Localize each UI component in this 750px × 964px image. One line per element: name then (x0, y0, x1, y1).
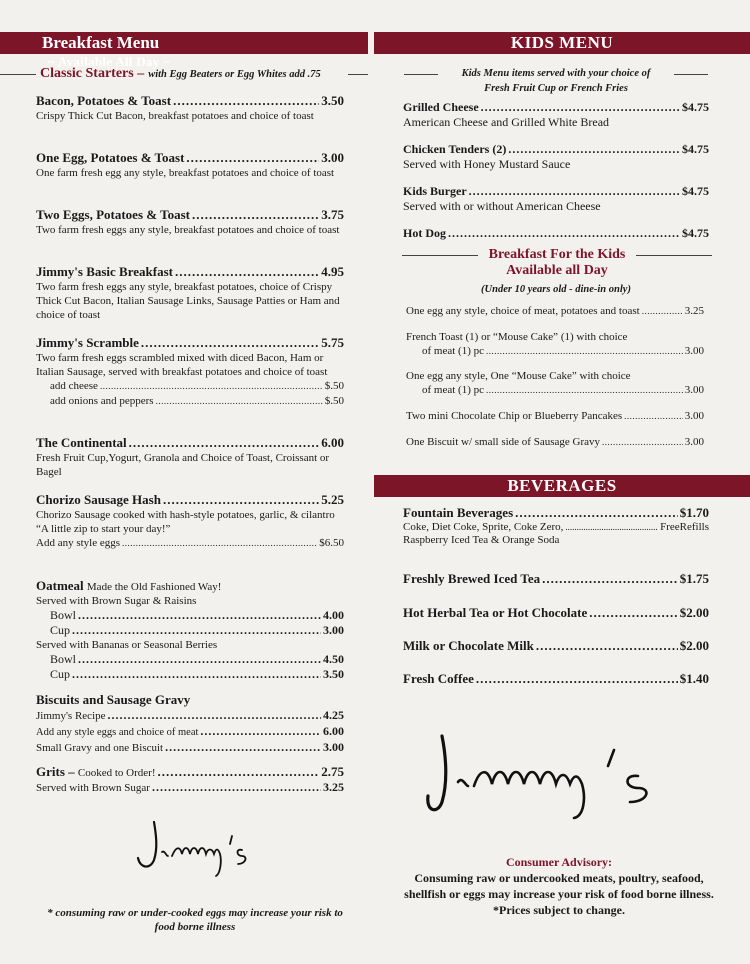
kids-menu-header: KIDS MENU (374, 32, 750, 54)
item-text-cont: of meat (1) pc (422, 345, 484, 357)
kids-note-line2: Fresh Fruit Cup or French Fries (484, 83, 628, 94)
menu-item-biscuits (36, 692, 344, 756)
beverage-item (403, 638, 709, 654)
item-description: American Cheese and Grilled White Bread (403, 115, 610, 129)
item-price: 3.75 (321, 207, 344, 222)
item-price: $1.40 (679, 671, 709, 686)
leader-dots (157, 764, 319, 780)
item-name: Milk or Chocolate Milk (403, 638, 534, 653)
item-name: Two Eggs, Potatoes & Toast (36, 207, 190, 222)
item-description: Crispy Thick Cut Bacon, breakfast potatoes and choice of toast (36, 110, 314, 122)
leader-dots (536, 638, 678, 654)
kids-breakfast-note: (Under 10 years old - dine-in only) (481, 284, 631, 295)
kids-item (403, 142, 709, 172)
jimmys-signature-logo (424, 722, 694, 827)
item-price: $4.75 (682, 100, 709, 114)
divider (404, 74, 438, 75)
leader-dots (141, 335, 319, 351)
divider (674, 74, 708, 75)
leader-dots (481, 100, 680, 115)
kids-breakfast-item (406, 409, 704, 423)
item-description: Two farm fresh eggs any style, breakfast potatoes, choice of Crispy Thick Cut Bacon, Italian Sausage Links, Sausage Patties or Ham and choice of toast (36, 281, 340, 321)
option-row (36, 740, 344, 756)
item-text: French Toast (1) or “Mouse Cake” (1) with choice (406, 331, 628, 343)
kids-breakfast-heading (480, 247, 634, 279)
leader-dots (175, 264, 319, 280)
item-price: $2.00 (679, 605, 709, 620)
item-description: Chorizo Sausage cooked with hash-style potatoes, garlic, & cilantro (36, 509, 335, 521)
item-description: Fresh Fruit Cup,Yogurt, Granola and Choice of Toast, Croissant or Bagel (36, 452, 330, 478)
leader-dots (515, 505, 678, 521)
prices-subject-note: *Prices subject to change. (493, 903, 625, 917)
option-price: 4.25 (323, 708, 344, 722)
leader-dots (108, 708, 321, 723)
leader-dots (72, 623, 321, 638)
kids-breakfast-item (406, 369, 704, 397)
size-row (36, 608, 344, 623)
item-text: One egg any style, choice of meat, potatoes and toast (406, 305, 640, 317)
leader-dots (156, 394, 323, 409)
item-price: 5.75 (321, 335, 344, 350)
item-price: 3.00 (321, 150, 344, 165)
item-price: 3.25 (684, 305, 704, 317)
item-description: One farm fresh egg any style, breakfast potatoes and choice of toast (36, 167, 335, 179)
item-description: Served with Honey Mustard Sauce (403, 157, 571, 171)
addon-price: $.50 (324, 395, 344, 407)
leader-dots (476, 671, 678, 687)
size-row (36, 623, 344, 638)
advisory-heading: Consumer Advisory: (505, 855, 613, 869)
item-name: Fresh Coffee (403, 671, 474, 686)
item-name: Hot Herbal Tea or Hot Chocolate (403, 605, 588, 620)
leader-dots (589, 605, 677, 621)
item-price: 3.00 (684, 384, 704, 396)
menu-item-oatmeal (36, 578, 344, 682)
addon-name: Add any style eggs (36, 537, 121, 549)
leader-dots (508, 142, 680, 157)
item-name: Biscuits and Sausage Gravy (36, 692, 191, 707)
leader-dots (448, 226, 680, 241)
size-name: Bowl (50, 608, 77, 622)
item-name: Chicken Tenders (2) (403, 142, 507, 156)
beverage-item (403, 505, 709, 547)
leader-dots (200, 724, 321, 739)
beverage-item (403, 605, 709, 621)
menu-item-grits (36, 764, 344, 796)
menu-item (36, 93, 344, 123)
item-price: 3.00 (684, 436, 704, 448)
leader-dots (469, 184, 680, 199)
leader-dots (163, 492, 319, 508)
leader-dots (186, 150, 319, 166)
divider (636, 255, 712, 256)
advisory-body: Consuming raw or undercooked meats, poultry, seafood, shellfish or eggs may increase your risk of food borne illness. (404, 871, 714, 901)
classic-starters-note: with Egg Beaters or Egg Whites add .75 (148, 69, 321, 80)
item-name: The Continental (36, 435, 127, 450)
item-text: One egg any style, One “Mouse Cake” with choice (406, 370, 631, 382)
kids-menu-note (440, 66, 672, 96)
size-price: 3.50 (323, 667, 344, 681)
size-name: Cup (50, 667, 71, 681)
item-price: 3.00 (684, 345, 704, 357)
divider (402, 255, 478, 256)
breakfast-menu-subtitle: ~ Available All Day ~ (48, 54, 171, 69)
item-name (36, 578, 221, 594)
option-price: 6.00 (323, 724, 344, 738)
kids-breakfast-item (406, 435, 704, 449)
menu-item (36, 207, 344, 237)
item-name: Hot Dog (403, 226, 446, 240)
menu-item (36, 492, 344, 551)
size-row (36, 652, 344, 667)
item-tag: Made the Old Fashioned Way! (86, 581, 222, 593)
item-description: Coke, Diet Coke, Sprite, Coke Zero, (403, 521, 564, 533)
breakfast-menu-header (0, 32, 368, 69)
item-price: 4.95 (321, 264, 344, 279)
leader-dots (486, 344, 683, 358)
leader-dots (152, 780, 321, 795)
item-price: $1.75 (679, 571, 709, 586)
leader-dots (129, 435, 320, 451)
menu-item (36, 264, 344, 322)
size-price: 4.00 (323, 608, 344, 622)
leader-dots (602, 435, 683, 449)
consumer-advisory (404, 854, 714, 918)
item-name: Fountain Beverages (403, 505, 514, 520)
leader-dots (122, 536, 317, 551)
leader-dots (565, 522, 658, 532)
leader-dots (486, 383, 683, 397)
divider (0, 74, 36, 75)
item-price: $4.75 (682, 184, 709, 198)
item-text: Two mini Chocolate Chip or Blueberry Pancakes (406, 410, 623, 422)
option-row (36, 708, 344, 724)
item-name (36, 764, 155, 780)
size-row (36, 667, 344, 682)
size-price: 4.50 (323, 652, 344, 666)
item-price: $4.75 (682, 226, 709, 240)
item-description: Two farm fresh eggs scrambled mixed with diced Bacon, Ham or Italian Sausage, served with breakfast potatoes and choice of toast (36, 352, 328, 378)
leader-dots (78, 652, 321, 667)
group-label: Served with Bananas or Seasonal Berries (36, 639, 218, 651)
kids-breakfast-item (406, 330, 704, 358)
refill-row (403, 521, 709, 533)
item-name: Jimmy's Basic Breakfast (36, 264, 173, 279)
leader-dots (78, 608, 321, 623)
beverages-header: BEVERAGES (374, 475, 750, 497)
addon-name: add cheese (50, 380, 98, 392)
item-text: One Biscuit w/ small side of Sausage Gravy (406, 436, 600, 448)
size-price: 3.00 (323, 623, 344, 637)
addon-price: $.50 (324, 380, 344, 392)
breakfast-menu-title: Breakfast Menu (42, 33, 160, 52)
size-name: Cup (50, 623, 71, 637)
item-name-text: Grits – (36, 764, 75, 779)
item-name: Bacon, Potatoes & Toast (36, 93, 172, 108)
item-description: Raspberry Iced Tea & Orange Soda (403, 534, 560, 546)
size-name: Bowl (50, 652, 77, 666)
beverage-item (403, 571, 709, 587)
leader-dots (192, 207, 319, 223)
leader-dots (642, 304, 683, 318)
item-name: Jimmy's Scramble (36, 335, 139, 350)
addon-price: $6.50 (319, 537, 344, 549)
option-name: Served with Brown Sugar (36, 782, 150, 794)
item-name: Freshly Brewed Iced Tea (403, 571, 541, 586)
item-description: Served with or without American Cheese (403, 199, 601, 213)
menu-item (36, 435, 344, 479)
item-name: Kids Burger (403, 184, 467, 198)
leader-dots (173, 93, 319, 109)
option-name: Small Gravy and one Biscuit (36, 742, 164, 754)
item-price: 6.00 (321, 435, 344, 450)
jimmys-signature-logo (132, 812, 272, 887)
kids-breakfast-subtitle: Available all Day (506, 263, 608, 278)
leader-dots (624, 409, 683, 423)
item-price: 2.75 (321, 764, 344, 779)
item-price: $2.00 (679, 638, 709, 653)
item-price: $4.75 (682, 142, 709, 156)
menu-item (36, 335, 344, 409)
addon-row (36, 536, 344, 551)
kids-breakfast-title: Breakfast For the Kids (488, 247, 626, 262)
option-row (36, 780, 344, 796)
classic-starters-heading (40, 66, 321, 82)
leader-dots (165, 740, 321, 755)
option-price: 3.25 (323, 780, 344, 794)
item-name: Chorizo Sausage Hash (36, 492, 161, 507)
addon-name: add onions and peppers (50, 395, 154, 407)
group-label: Served with Brown Sugar & Raisins (36, 595, 197, 607)
kids-item (403, 184, 709, 214)
beverage-item (403, 671, 709, 687)
item-description: Two farm fresh eggs any style, breakfast potatoes and choice of toast (36, 224, 340, 236)
classic-starters-title: Classic Starters – (40, 66, 145, 81)
kids-item (403, 100, 709, 130)
raw-eggs-footnote: * consuming raw or under-cooked eggs may increase your risk to food borne illness (47, 907, 343, 933)
item-name: One Egg, Potatoes & Toast (36, 150, 185, 165)
leader-dots (100, 379, 323, 394)
item-name: Grilled Cheese (403, 100, 479, 114)
option-name: Add any style eggs and choice of meat (36, 727, 199, 738)
addon-row (36, 379, 344, 394)
item-price: 3.50 (321, 93, 344, 108)
option-price: 3.00 (323, 740, 344, 754)
option-name: Jimmy's Recipe (36, 710, 106, 722)
leader-dots (542, 571, 678, 587)
item-name-text: Oatmeal (36, 578, 84, 593)
kids-item (403, 226, 709, 241)
kids-breakfast-item (406, 304, 704, 318)
item-tag: Cooked to Order! (77, 767, 156, 779)
item-text-cont: of meat (1) pc (422, 384, 484, 396)
divider (348, 74, 368, 75)
addon-row (36, 394, 344, 409)
menu-item (36, 150, 344, 180)
option-row (36, 724, 344, 740)
free-refills-label: FreeRefills (660, 521, 709, 533)
item-price: $1.70 (679, 505, 709, 520)
kids-note-line1: Kids Menu items served with your choice of (461, 68, 651, 79)
item-quote: “A little zip to start your day!” (36, 523, 171, 535)
item-price: 5.25 (321, 492, 344, 507)
item-price: 3.00 (684, 410, 704, 422)
leader-dots (72, 667, 321, 682)
